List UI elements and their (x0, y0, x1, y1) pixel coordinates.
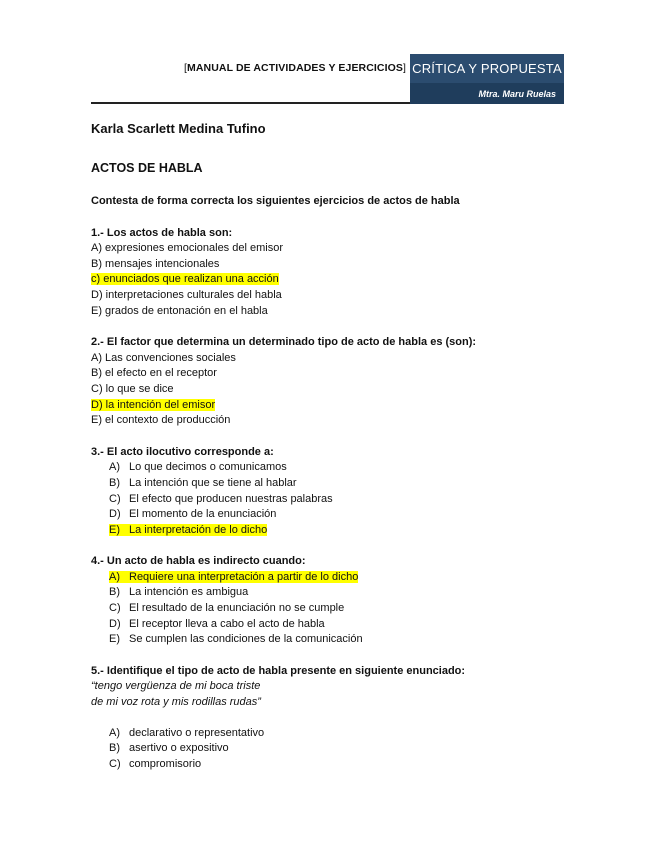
option-a (109, 726, 571, 742)
option-letter: C) (109, 602, 121, 615)
option-b (109, 476, 571, 492)
option-b (91, 257, 571, 273)
option-d (109, 617, 571, 633)
option-text: B) el efecto en el receptor (91, 367, 217, 380)
option-c (91, 382, 571, 398)
option-text-highlighted: Requiere una interpretación a partir de lo dicho (129, 570, 359, 583)
document-body (91, 120, 571, 788)
option-text: La intención que se tiene al hablar (129, 476, 297, 489)
option-c (109, 601, 571, 617)
option-text: Lo que decimos o comunicamos (129, 461, 287, 474)
option-text: El resultado de la enunciación no se cumple (129, 602, 345, 615)
question-3 (91, 445, 571, 539)
option-text: A) expresiones emocionales del emisor (91, 242, 283, 255)
option-text: El efecto que producen nuestras palabras (129, 492, 333, 505)
option-text: asertivo o expositivo (129, 742, 229, 755)
option-text: El receptor lleva a cabo el acto de habla (129, 617, 325, 630)
option-e (109, 632, 571, 648)
option-letter: B) (109, 742, 120, 755)
question-4 (91, 554, 571, 648)
option-letter: A) (109, 461, 120, 474)
option-e (109, 523, 571, 539)
header-divider (91, 102, 410, 104)
question-title: 2.- El factor que determina un determinado tipo de acto de habla es (son): (91, 336, 477, 349)
option-text: B) mensajes intencionales (91, 257, 220, 270)
option-e (91, 413, 571, 429)
bracket-open: [ (184, 62, 188, 74)
option-text: El momento de la enunciación (129, 508, 277, 521)
option-text-highlighted: D) la intención del emisor (91, 398, 216, 411)
option-d (91, 288, 571, 304)
option-letter: E) (109, 523, 120, 536)
option-a (91, 241, 571, 257)
option-text: A) Las convenciones sociales (91, 351, 236, 364)
option-e (91, 304, 571, 320)
option-letter: D) (109, 508, 121, 521)
option-text: D) interpretaciones culturales del habla (91, 288, 282, 301)
option-text: La intención es ambigua (129, 586, 249, 599)
option-b (109, 585, 571, 601)
option-list (91, 726, 571, 773)
option-a (109, 460, 571, 476)
option-letter: D) (109, 617, 121, 630)
brand-box (410, 54, 564, 104)
option-text: C) lo que se dice (91, 382, 174, 395)
question-1 (91, 226, 571, 320)
option-text: E) el contexto de producción (91, 414, 231, 427)
option-d (91, 398, 571, 414)
option-letter: B) (109, 586, 120, 599)
question-title: 3.- El acto ilocutivo corresponde a: (91, 445, 274, 458)
brand-author: Mtra. Maru Ruelas (410, 83, 564, 104)
question-title: 4.- Un acto de habla es indirecto cuando: (91, 555, 306, 568)
option-text: Se cumplen las condiciones de la comunicación (129, 633, 363, 646)
question-2 (91, 335, 571, 429)
quote-line: de mi voz rota y mis rodillas rudas” (91, 696, 261, 709)
section-title: ACTOS DE HABLA (91, 161, 203, 175)
option-letter: A) (109, 570, 120, 583)
quote-line: “tengo vergüenza de mi boca triste (91, 680, 261, 693)
option-text: declarativo o representativo (129, 726, 265, 739)
instruction-text: Contesta de forma correcta los siguientes ejercicios de actos de habla (91, 195, 460, 207)
bracket-close: ] (403, 62, 407, 74)
option-list (91, 570, 571, 648)
option-c (109, 492, 571, 508)
option-letter: C) (109, 492, 121, 505)
option-text-highlighted: c) enunciados que realizan una acción (91, 273, 279, 286)
option-a (109, 570, 571, 586)
question-title: 1.- Los actos de habla son: (91, 226, 233, 239)
option-text: E) grados de entonación en el habla (91, 304, 268, 317)
option-letter: E) (109, 633, 120, 646)
option-letter: C) (109, 757, 121, 770)
option-list (91, 460, 571, 538)
option-a (91, 351, 571, 367)
question-title: 5.- Identifique el tipo de acto de habla presente en siguiente enunciado: (91, 664, 466, 677)
brand-title: CRÍTICA Y PROPUESTA (412, 60, 562, 76)
option-b (109, 741, 571, 757)
option-d (109, 507, 571, 523)
option-letter: B) (109, 476, 120, 489)
option-letter: A) (109, 726, 120, 739)
option-b (91, 366, 571, 382)
option-c (91, 272, 571, 288)
manual-header-label (184, 62, 406, 74)
option-c (109, 757, 571, 773)
option-text: compromisorio (129, 757, 202, 770)
author-name: Karla Scarlett Medina Tufino (91, 121, 266, 136)
question-5 (91, 664, 571, 773)
manual-title: MANUAL DE ACTIVIDADES Y EJERCICIOS (187, 62, 403, 74)
option-text-highlighted: La interpretación de lo dicho (129, 523, 268, 536)
